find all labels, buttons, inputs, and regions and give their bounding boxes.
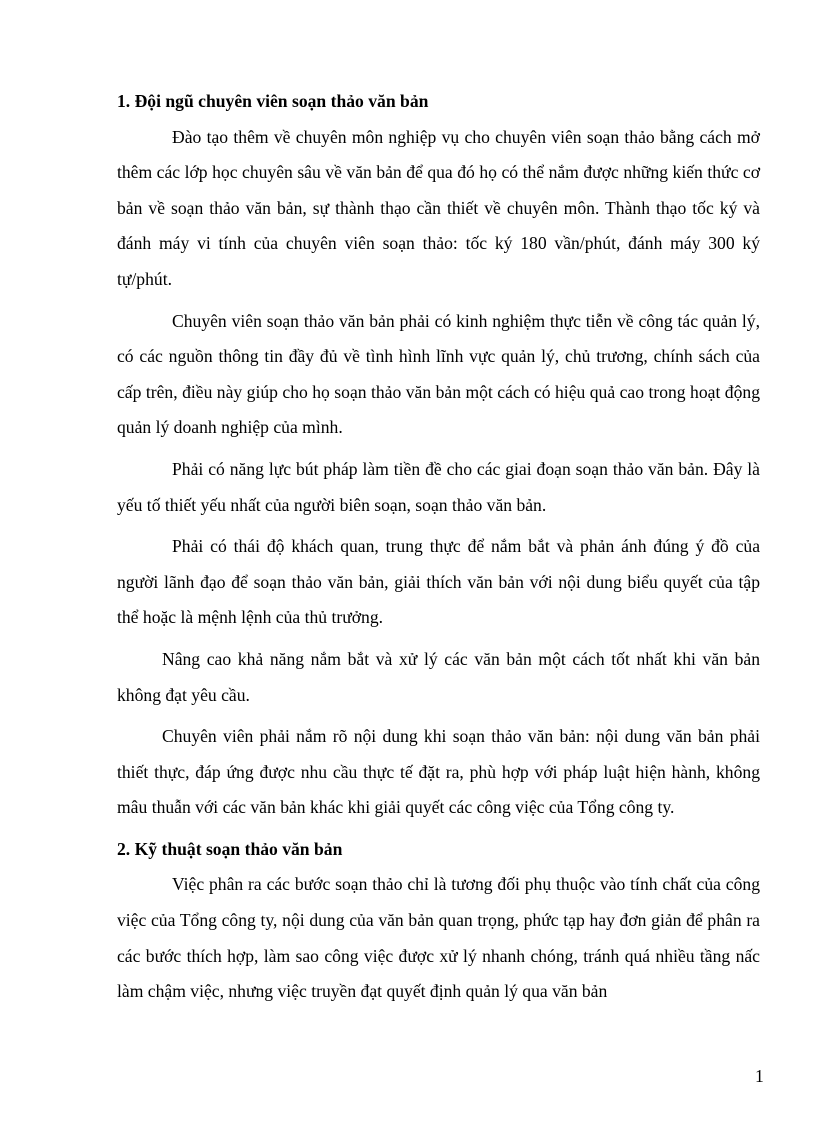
- paragraph: Chuyên viên soạn thảo văn bản phải có kinh nghiệm thực tiễn về công tác quản lý, có các nguồn thông tin đầy đủ về tình hình lĩnh vực quản lý, chủ trương, chính sách của cấp trên, điều này giúp cho họ soạn thảo văn bản một cách có hiệu quả cao trong hoạt động quản lý doanh nghiệp của mình.: [117, 310, 760, 438]
- paragraph: Phải có năng lực bút pháp làm tiền đề cho các giai đoạn soạn thảo văn bản. Đây là yếu tố thiết yếu nhất của người biên soạn, soạn thảo văn bản.: [117, 458, 760, 515]
- paragraph: Phải có thái độ khách quan, trung thực để nắm bắt và phản ánh đúng ý đồ của người lãnh đạo để soạn thảo văn bản, giải thích văn bản với nội dung biểu quyết của tập thể hoặc là mệnh lệnh của thủ trưởng.: [117, 536, 760, 628]
- paragraph: Đào tạo thêm về chuyên môn nghiệp vụ cho chuyên viên soạn thảo bằng cách mở thêm các lớp học chuyên sâu về văn bản để qua đó họ có thể nắm được những kiến thức cơ bản về soạn thảo văn bản, sự thành thạo cần thiết về chuyên môn. Thành thạo tốc ký và đánh máy vi tính của chuyên viên soạn thảo: tốc ký 180 vần/phút, đánh máy 300 ký tự/phút.: [117, 126, 760, 289]
- section-heading-1: 1. Đội ngũ chuyên viên soạn thảo văn bản: [117, 91, 429, 111]
- section-heading-2: 2. Kỹ thuật soạn thảo văn bản: [117, 838, 343, 859]
- paragraph: Nâng cao khả năng nắm bắt và xử lý các văn bản một cách tốt nhất khi văn bản không đạt yêu cầu.: [117, 648, 760, 705]
- paragraph: Việc phân ra các bước soạn thảo chỉ là tương đối phụ thuộc vào tính chất của công việc của Tổng công ty, nội dung của văn bản quan trọng, phức tạp hay đơn giản để phân ra các bước thích hợp, làm sao công việc được xử lý nhanh chóng, tránh quá nhiều tầng nấc làm chậm việc, nhưng việc truyền đạt quyết định quản lý qua văn bản: [117, 874, 760, 1002]
- paragraph: Chuyên viên phải nắm rõ nội dung khi soạn thảo văn bản: nội dung văn bản phải thiết thực, đáp ứng được nhu cầu thực tế đặt ra, phù hợp với pháp luật hiện hành, không mâu thuẫn với các văn bản khác khi giải quyết các công việc của Tổng công ty.: [117, 726, 760, 818]
- page-number: 1: [755, 1066, 764, 1086]
- document-body: [117, 84, 760, 1016]
